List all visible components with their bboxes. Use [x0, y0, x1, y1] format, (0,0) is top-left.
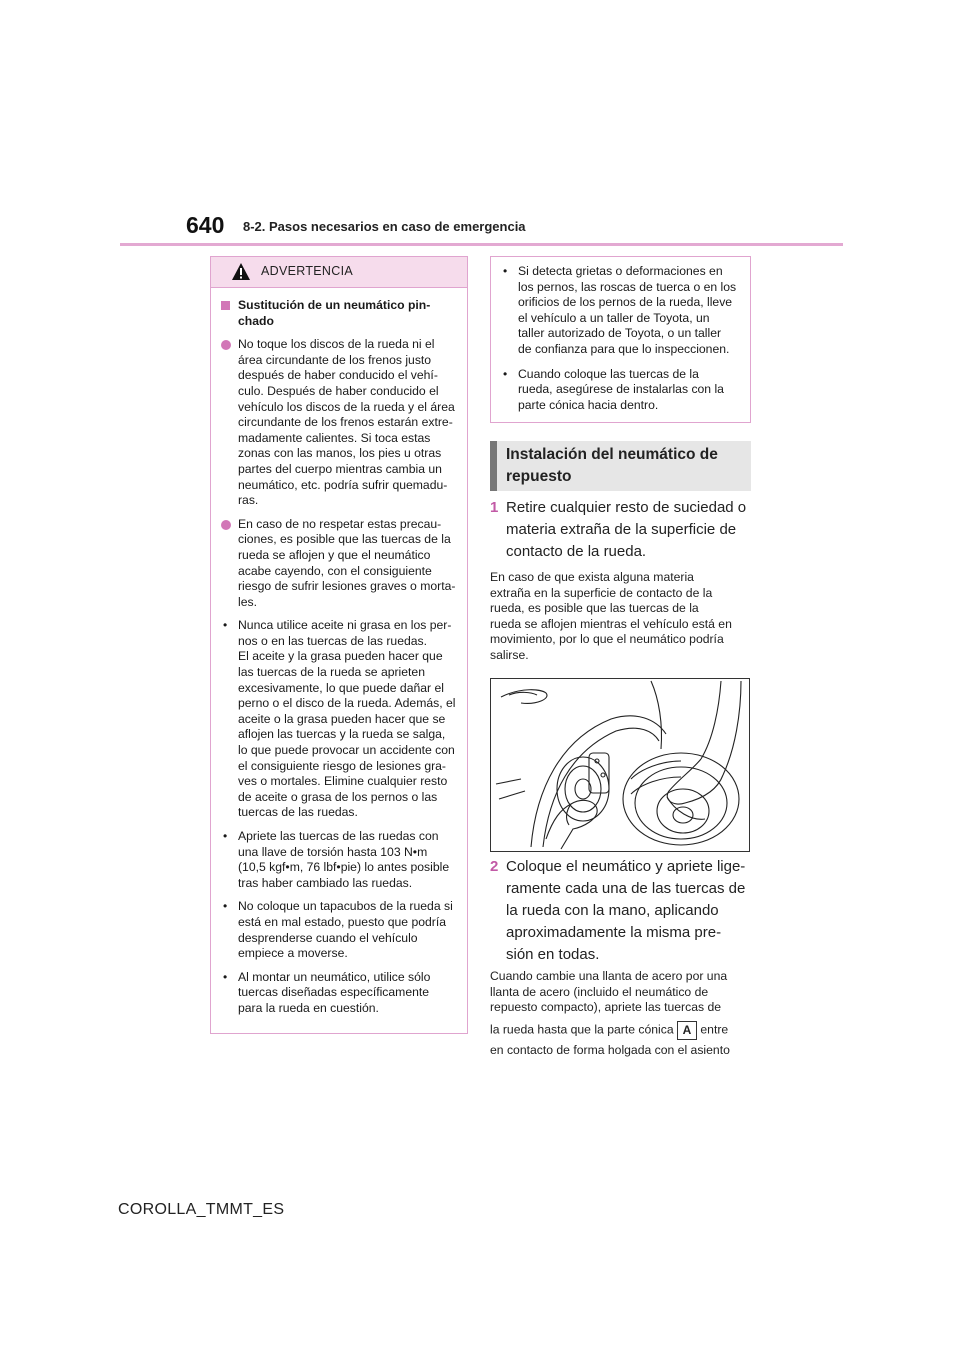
warning-header — [211, 257, 467, 288]
step-2 — [490, 856, 752, 966]
paragraph-steel-wheel-last: en contacto de forma holgada con el asiento — [490, 1043, 730, 1057]
dot-bullet-icon: • — [503, 366, 508, 381]
illustration-wheel-cleaning — [490, 678, 750, 852]
wheel-cleaning-illustration-icon — [491, 679, 749, 851]
note-bullet-text: Si detecta grietas o deformaciones en los pernos, las roscas de tuerca o en los orificios de los pernos de la rueda, lleve el vehículo a un taller de Toyota, un taller autorizado de Toyota, o un taller de confianza para que lo inspeccionen. — [518, 264, 737, 356]
paragraph-steel-wheel-badge-line — [490, 1021, 752, 1040]
dot-bullet-icon: • — [223, 969, 228, 984]
step-1 — [490, 497, 752, 563]
note-box — [490, 256, 751, 423]
warning-item-text: En caso de no respetar estas precau- ciones, es posible que las tuercas de la rueda se aflojen y que el neumático acabe cayendo, con el consiguiente riesgo de sufrir lesiones graves o morta- les. — [238, 516, 456, 609]
footer-model-code: COROLLA_TMMT_ES — [118, 1201, 285, 1218]
step-text: Coloque el neumático y apriete lige- ramente cada una de las tuercas de la rueda con la mano, aplicando aproximadamente la misma pre- sión en todas. — [506, 858, 746, 963]
dot-bullet-icon: • — [223, 899, 228, 914]
circle-bullet-icon — [221, 340, 231, 350]
square-bullet-icon — [221, 301, 230, 310]
section-title: 8-2. Pasos necesarios en caso de emergencia — [243, 219, 526, 234]
warning-bullet-text: Nunca utilice aceite ni grasa en los per- nos o en las tuercas de las ruedas. El aceite y la grasa pueden hacer que las tuercas de la rueda se aprieten excesivamente, lo que puede dañar el perno o el disco de la rueda. Además, el aceite o la grasa pueden hacer que se aflojen las tuercas y la rueda se salga, lo que puede provocar un accidente con el consiguiente riesgo de lesiones gra- ves o mortales. Elimine cualquier resto de aceite o grasa de los pernos o las tuercas de las ruedas. — [238, 618, 456, 820]
note-bullet — [501, 264, 740, 358]
note-bullet-text: Cuando coloque las tuercas de la rueda, asegúrese de instalarlas con la parte cónica hacia dentro. — [518, 366, 724, 412]
warning-body — [211, 288, 467, 1017]
badge-line-text-end: entre — [700, 1022, 729, 1037]
warning-bullet — [221, 829, 457, 891]
dot-bullet-icon: • — [223, 618, 228, 633]
warning-bullet — [221, 618, 457, 821]
note-bullet — [501, 367, 740, 414]
step-number: 2 — [490, 858, 499, 875]
warning-title: ADVERTENCIA — [261, 264, 353, 278]
warning-bullet-text: Al montar un neumático, utilice sólo tuercas diseñadas específicamente para la rueda en cuestión. — [238, 969, 431, 1015]
warning-heading-row — [221, 298, 457, 329]
label-a-badge: A — [677, 1021, 697, 1040]
warning-bullet — [221, 899, 457, 961]
subsection-title: Instalación del neumático de repuesto — [490, 441, 751, 491]
warning-heading: Sustitución de un neumático pin- chado — [238, 298, 431, 328]
warning-item — [221, 517, 457, 611]
warning-bullet — [221, 970, 457, 1017]
warning-triangle-icon — [231, 262, 251, 281]
warning-item-text: No toque los discos de la rueda ni el área circundante de los frenos justo después de haber conducido el vehí- culo. Después de haber conducido el vehículo los discos de la rueda y el área circundante de los frenos estarán extre- madamente calientes. Si toca estas zonas con las manos, los pies u otras partes del cuerpo mientras cambia un neumático, etc. podría sufrir quemadu- ras. — [238, 337, 455, 508]
circle-bullet-icon — [221, 520, 231, 530]
page-number: 640 — [186, 212, 225, 238]
warning-bullet-text: Apriete las tuercas de las ruedas con una llave de torsión hasta 103 N•m (10,5 kgf•m, 76 lbf•pie) lo antes posible tras haber cambiado las ruedas. — [238, 829, 450, 890]
header-rule — [120, 243, 843, 246]
step-number: 1 — [490, 499, 499, 516]
paragraph-foreign-matter: En caso de que exista alguna materia extraña en la superficie de contacto de la rueda, es posible que las tuercas de la rueda se aflojen mientras el vehículo está en movimiento, por lo que el neumático podría salirse. — [490, 570, 732, 662]
paragraph-steel-wheel: Cuando cambie una llanta de acero por una llanta de acero (incluido el neumático de repuesto compacto), apriete las tuercas de — [490, 969, 728, 1015]
warning-bullet-text: No coloque un tapacubos de la rueda si está en mal estado, puesto que podría desprenderse cuando el vehículo empiece a moverse. — [238, 899, 453, 961]
dot-bullet-icon: • — [503, 264, 508, 278]
warning-item — [221, 337, 457, 509]
dot-bullet-icon: • — [223, 829, 228, 843]
badge-line-text: la rueda hasta que la parte cónica — [490, 1022, 674, 1037]
warning-box — [210, 256, 468, 1034]
step-text: Retire cualquier resto de suciedad o materia extraña de la superficie de contacto de la rueda. — [506, 499, 747, 560]
